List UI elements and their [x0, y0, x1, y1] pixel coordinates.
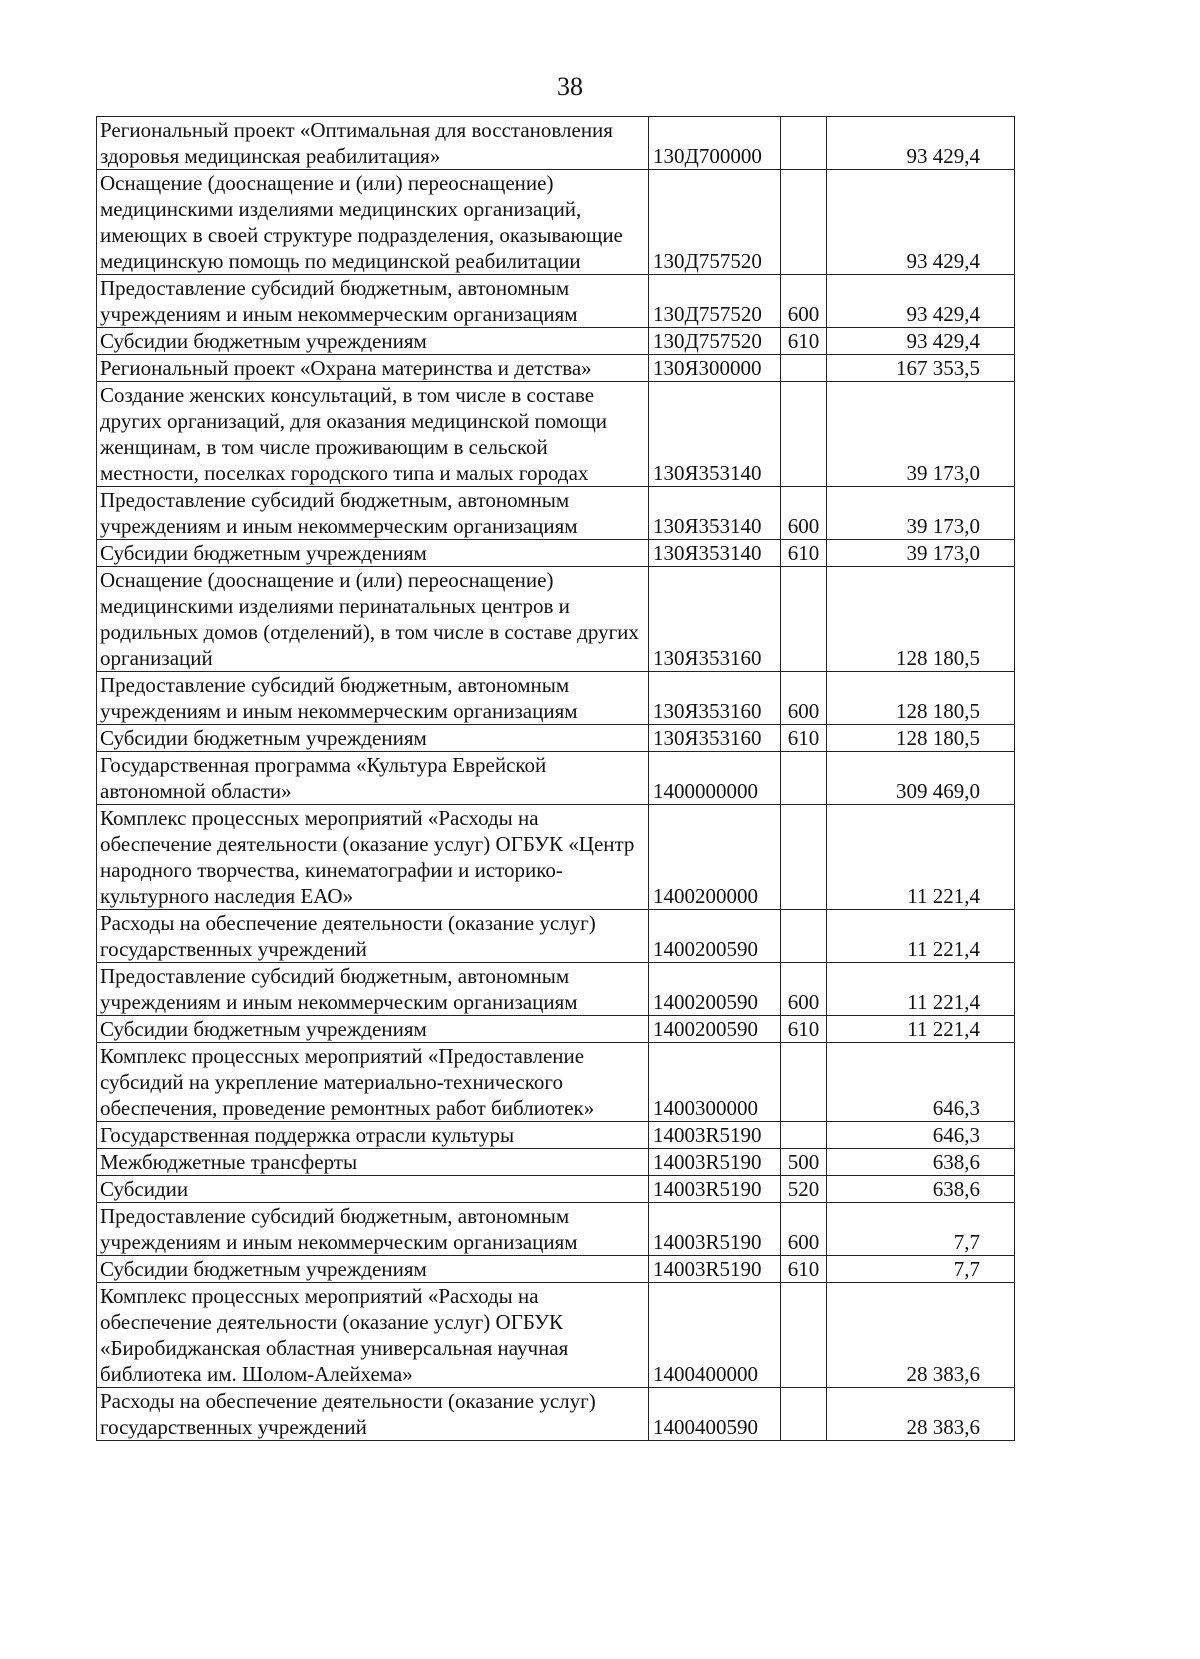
row-name-cell: Комплекс процессных мероприятий «Расходы на обеспечение деятельности (оказание услуг) ОГБУК «Биробиджанская областная универсальная научная библиотека им. Шолом-Алейхема» — [97, 1283, 649, 1388]
row-name-cell: Государственная программа «Культура Еврейской автономной области» — [97, 752, 649, 805]
row-name-cell: Расходы на обеспечение деятельности (оказание услуг) государственных учреждений — [97, 910, 649, 963]
row-code-cell: 1400000000 — [649, 752, 781, 805]
table-row — [97, 540, 1015, 567]
row-expense-type-cell — [781, 355, 827, 382]
table-row — [97, 328, 1015, 355]
row-expense-type-cell — [781, 1283, 827, 1388]
budget-table — [96, 116, 1015, 1441]
row-amount-cell: 11 221,4 — [827, 963, 1015, 1016]
row-name-cell: Комплекс процессных мероприятий «Расходы на обеспечение деятельности (оказание услуг) ОГБУК «Центр народного творчества, кинематографии и историко-культурного наследия ЕАО» — [97, 805, 649, 910]
table-row — [97, 1149, 1015, 1176]
row-amount-cell: 39 173,0 — [827, 487, 1015, 540]
table-row — [97, 805, 1015, 910]
row-code-cell: 130Я353140 — [649, 382, 781, 487]
row-name-cell: Оснащение (дооснащение и (или) переоснащение) медицинскими изделиями перинатальных центров и родильных домов (отделений), в том числе в составе других организаций — [97, 567, 649, 672]
row-expense-type-cell: 610 — [781, 1016, 827, 1043]
row-amount-cell: 7,7 — [827, 1256, 1015, 1283]
row-amount-cell: 93 429,4 — [827, 170, 1015, 275]
row-name-cell: Государственная поддержка отрасли культуры — [97, 1122, 649, 1149]
table-row — [97, 672, 1015, 725]
row-expense-type-cell: 600 — [781, 487, 827, 540]
row-name-cell: Межбюджетные трансферты — [97, 1149, 649, 1176]
row-expense-type-cell — [781, 910, 827, 963]
table-row — [97, 910, 1015, 963]
row-name-cell: Субсидии — [97, 1176, 649, 1203]
page-number: 38 — [557, 72, 583, 101]
row-name-cell: Расходы на обеспечение деятельности (оказание услуг) государственных учреждений — [97, 1388, 649, 1441]
row-expense-type-cell: 520 — [781, 1176, 827, 1203]
table-row — [97, 1016, 1015, 1043]
row-code-cell: 1400200590 — [649, 963, 781, 1016]
row-expense-type-cell: 610 — [781, 1256, 827, 1283]
row-name-cell: Субсидии бюджетным учреждениям — [97, 725, 649, 752]
row-code-cell: 14003R5190 — [649, 1176, 781, 1203]
row-amount-cell: 39 173,0 — [827, 382, 1015, 487]
row-code-cell: 14003R5190 — [649, 1122, 781, 1149]
row-code-cell: 14003R5190 — [649, 1149, 781, 1176]
table-row — [97, 1256, 1015, 1283]
row-amount-cell: 128 180,5 — [827, 567, 1015, 672]
row-code-cell: 14003R5190 — [649, 1256, 781, 1283]
row-code-cell: 130Я353160 — [649, 725, 781, 752]
row-expense-type-cell: 610 — [781, 328, 827, 355]
table-row — [97, 1043, 1015, 1122]
row-amount-cell: 11 221,4 — [827, 910, 1015, 963]
row-expense-type-cell — [781, 1388, 827, 1441]
row-amount-cell: 39 173,0 — [827, 540, 1015, 567]
table-row — [97, 1176, 1015, 1203]
table-row — [97, 355, 1015, 382]
row-expense-type-cell: 600 — [781, 275, 827, 328]
row-expense-type-cell: 610 — [781, 540, 827, 567]
row-expense-type-cell: 500 — [781, 1149, 827, 1176]
row-expense-type-cell — [781, 117, 827, 170]
row-expense-type-cell — [781, 170, 827, 275]
row-name-cell: Субсидии бюджетным учреждениям — [97, 328, 649, 355]
row-name-cell: Оснащение (дооснащение и (или) переоснащение) медицинскими изделиями медицинских организаций, имеющих в своей структуре подразделения, оказывающие медицинскую помощь по медицинской реабилитации — [97, 170, 649, 275]
row-amount-cell: 28 383,6 — [827, 1388, 1015, 1441]
table-row — [97, 1388, 1015, 1441]
table-row — [97, 117, 1015, 170]
row-amount-cell: 93 429,4 — [827, 117, 1015, 170]
row-expense-type-cell: 600 — [781, 1203, 827, 1256]
table-row — [97, 487, 1015, 540]
row-expense-type-cell: 600 — [781, 672, 827, 725]
row-code-cell: 130Я353160 — [649, 672, 781, 725]
row-expense-type-cell — [781, 752, 827, 805]
row-code-cell: 130Я353140 — [649, 540, 781, 567]
table-body — [97, 117, 1015, 1441]
row-name-cell: Субсидии бюджетным учреждениям — [97, 1256, 649, 1283]
row-amount-cell: 11 221,4 — [827, 805, 1015, 910]
table-row — [97, 170, 1015, 275]
row-expense-type-cell: 610 — [781, 725, 827, 752]
row-expense-type-cell — [781, 382, 827, 487]
row-amount-cell: 638,6 — [827, 1149, 1015, 1176]
row-code-cell: 1400400000 — [649, 1283, 781, 1388]
table-row — [97, 1122, 1015, 1149]
row-expense-type-cell — [781, 1043, 827, 1122]
row-name-cell: Региональный проект «Охрана материнства и детства» — [97, 355, 649, 382]
row-name-cell: Создание женских консультаций, в том числе в составе других организаций, для оказания медицинской помощи женщинам, в том числе проживающим в сельской местности, поселках городского типа и малых городах — [97, 382, 649, 487]
row-name-cell: Предоставление субсидий бюджетным, автономным учреждениям и иным некоммерческим организациям — [97, 275, 649, 328]
row-amount-cell: 646,3 — [827, 1122, 1015, 1149]
row-code-cell: 130Д757520 — [649, 328, 781, 355]
row-name-cell: Комплекс процессных мероприятий «Предоставление субсидий на укрепление материально-технического обеспечения, проведение ремонтных работ библиотек» — [97, 1043, 649, 1122]
table-row — [97, 275, 1015, 328]
row-code-cell: 1400200000 — [649, 805, 781, 910]
row-amount-cell: 309 469,0 — [827, 752, 1015, 805]
row-amount-cell: 128 180,5 — [827, 672, 1015, 725]
row-code-cell: 1400200590 — [649, 910, 781, 963]
row-code-cell: 14003R5190 — [649, 1203, 781, 1256]
table-row — [97, 567, 1015, 672]
row-name-cell: Субсидии бюджетным учреждениям — [97, 1016, 649, 1043]
row-expense-type-cell — [781, 805, 827, 910]
table-row — [97, 382, 1015, 487]
row-amount-cell: 646,3 — [827, 1043, 1015, 1122]
table-row — [97, 1203, 1015, 1256]
table-row — [97, 963, 1015, 1016]
row-code-cell: 1400300000 — [649, 1043, 781, 1122]
row-amount-cell: 93 429,4 — [827, 328, 1015, 355]
row-code-cell: 1400200590 — [649, 1016, 781, 1043]
row-name-cell: Региональный проект «Оптимальная для восстановления здоровья медицинская реабилитация» — [97, 117, 649, 170]
row-code-cell: 130Д700000 — [649, 117, 781, 170]
row-name-cell: Субсидии бюджетным учреждениям — [97, 540, 649, 567]
row-expense-type-cell: 600 — [781, 963, 827, 1016]
row-name-cell: Предоставление субсидий бюджетным, автономным учреждениям и иным некоммерческим организациям — [97, 487, 649, 540]
row-amount-cell: 638,6 — [827, 1176, 1015, 1203]
table-row — [97, 725, 1015, 752]
table-row — [97, 1283, 1015, 1388]
row-code-cell: 130Я353160 — [649, 567, 781, 672]
table-row — [97, 752, 1015, 805]
row-code-cell: 130Д757520 — [649, 170, 781, 275]
row-code-cell: 1400400590 — [649, 1388, 781, 1441]
row-expense-type-cell — [781, 1122, 827, 1149]
row-amount-cell: 93 429,4 — [827, 275, 1015, 328]
row-amount-cell: 28 383,6 — [827, 1283, 1015, 1388]
row-name-cell: Предоставление субсидий бюджетным, автономным учреждениям и иным некоммерческим организациям — [97, 963, 649, 1016]
row-code-cell: 130Д757520 — [649, 275, 781, 328]
row-amount-cell: 7,7 — [827, 1203, 1015, 1256]
row-code-cell: 130Я300000 — [649, 355, 781, 382]
row-expense-type-cell — [781, 567, 827, 672]
row-code-cell: 130Я353140 — [649, 487, 781, 540]
row-amount-cell: 11 221,4 — [827, 1016, 1015, 1043]
row-amount-cell: 128 180,5 — [827, 725, 1015, 752]
row-name-cell: Предоставление субсидий бюджетным, автономным учреждениям и иным некоммерческим организациям — [97, 1203, 649, 1256]
row-amount-cell: 167 353,5 — [827, 355, 1015, 382]
row-name-cell: Предоставление субсидий бюджетным, автономным учреждениям и иным некоммерческим организациям — [97, 672, 649, 725]
